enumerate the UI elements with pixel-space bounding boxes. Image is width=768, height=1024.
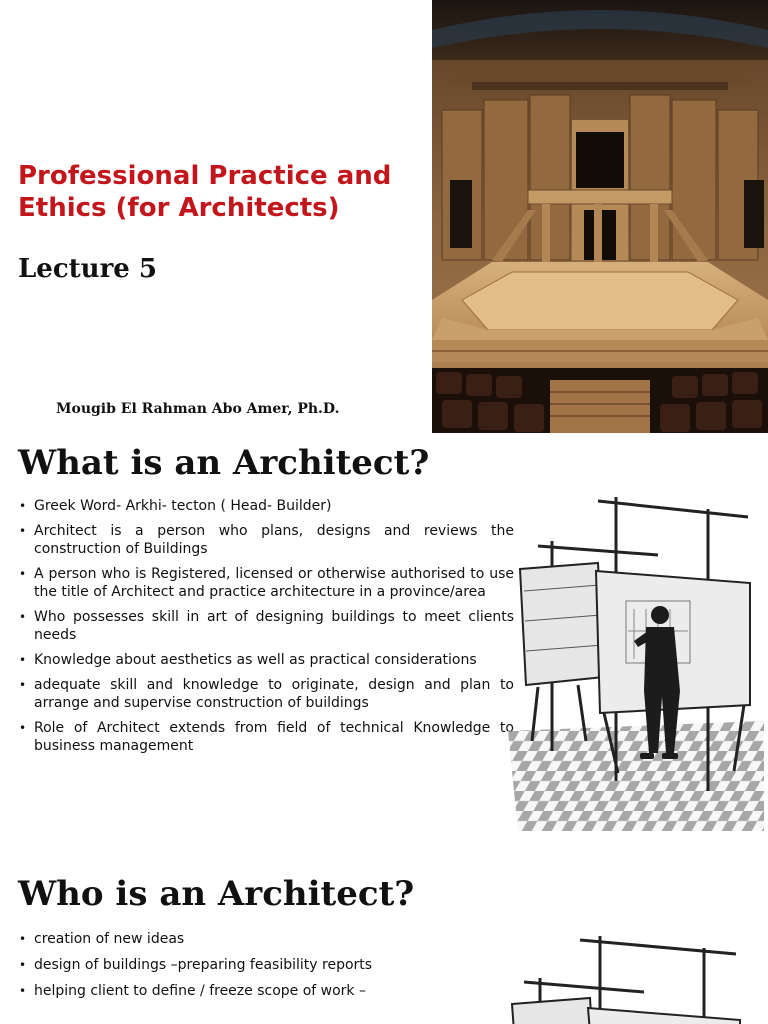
bullet-icon: •: [19, 958, 27, 972]
list-item-text: helping client to define / freeze scope of work –: [34, 983, 366, 999]
bullet-icon: •: [19, 499, 27, 513]
author-name: Mougib El Rahman Abo Amer, Ph.D.: [56, 401, 340, 417]
list-item-text: creation of new ideas: [34, 931, 185, 947]
list-item: [18, 956, 480, 974]
architect-drafting-illustration: [504, 932, 744, 1024]
list-item-text: Role of Architect extends from field of technical Knowledge to business management: [34, 720, 514, 754]
bullet-icon: •: [19, 653, 27, 667]
list-item: [18, 522, 514, 558]
bullet-icon: •: [19, 678, 27, 692]
presentation-title: Professional Practice and Ethics (for Architects): [18, 161, 392, 223]
list-item-text: Architect is a person who plans, designs and reviews the construction of Buildings: [34, 523, 514, 557]
list-item: [18, 719, 514, 755]
bullet-list: [18, 930, 480, 1008]
bullet-icon: •: [19, 610, 27, 624]
list-item-text: Knowledge about aesthetics as well as practical considerations: [34, 652, 477, 668]
theatre-stage-photo: [432, 0, 768, 433]
lecture-number: Lecture 5: [18, 254, 157, 284]
what-is-architect-slide: [0, 433, 768, 864]
list-item: [18, 651, 514, 669]
list-item: [18, 676, 514, 712]
who-is-architect-slide: [0, 864, 768, 1024]
list-item: [18, 565, 514, 601]
list-item-text: Greek Word- Arkhi- tecton ( Head- Builder): [34, 498, 332, 514]
list-item-text: Who possesses skill in art of designing buildings to meet clients needs: [34, 609, 514, 643]
list-item: [18, 608, 514, 644]
list-item-text: adequate skill and knowledge to originate, design and plan to arrange and supervise construction of buildings: [34, 677, 514, 711]
bullet-list: [18, 497, 514, 762]
bullet-icon: •: [19, 567, 27, 581]
title-slide: [0, 0, 768, 433]
list-item-text: A person who is Registered, licensed or otherwise authorised to use the title of Architect and practice architecture in a province/area: [34, 566, 514, 600]
slide-heading: What is an Architect?: [18, 443, 430, 483]
bullet-icon: •: [19, 721, 27, 735]
list-item: [18, 497, 514, 515]
architect-drafting-illustration: [508, 491, 764, 831]
bullet-icon: •: [19, 984, 27, 998]
list-item: [18, 982, 480, 1000]
bullet-icon: •: [19, 932, 27, 946]
slide-heading: Who is an Architect?: [18, 874, 415, 914]
list-item: [18, 930, 480, 948]
list-item-text: design of buildings –preparing feasibility reports: [34, 957, 373, 973]
bullet-icon: •: [19, 524, 27, 538]
